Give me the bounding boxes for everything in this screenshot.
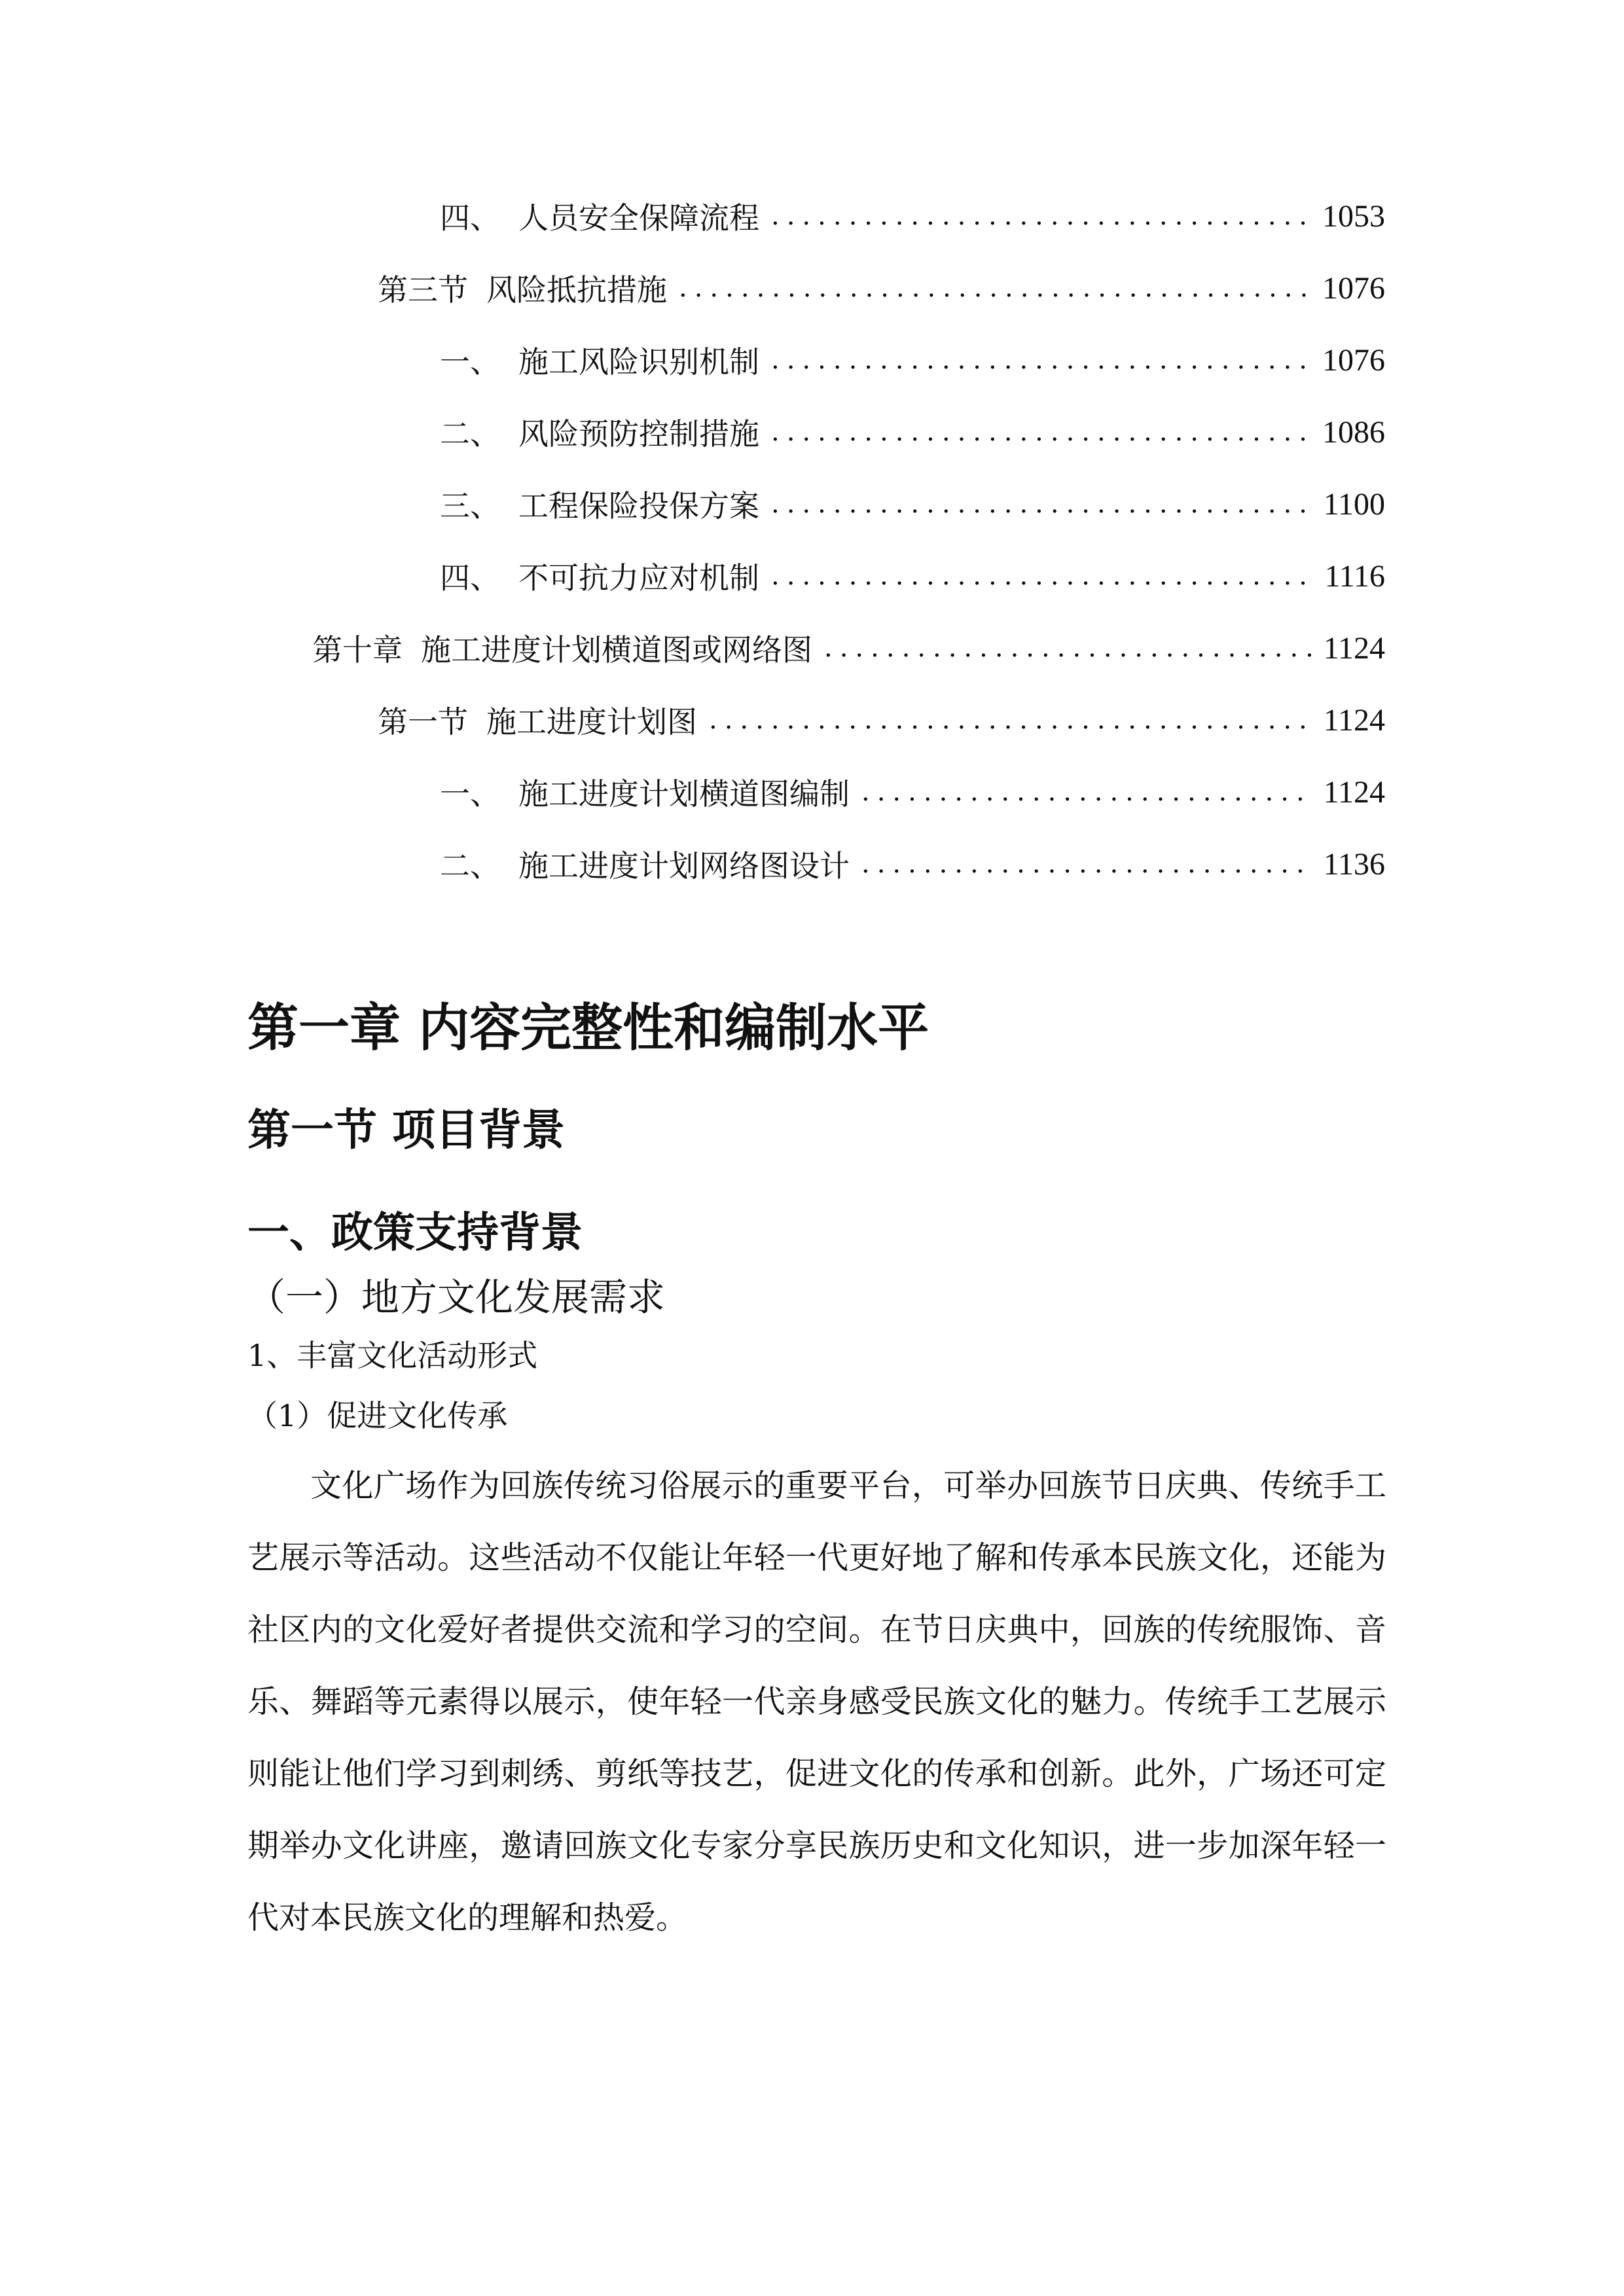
section-title: 第一节 项目背景 bbox=[247, 1104, 565, 1155]
toc-leader-dots bbox=[861, 849, 1312, 879]
toc-leader-dots bbox=[771, 345, 1310, 375]
chapter-title: 第一章 内容完整性和编制水平 bbox=[247, 998, 929, 1058]
toc-entry-number: 第三节 bbox=[378, 272, 468, 308]
toc-leader-dots bbox=[771, 561, 1313, 591]
toc-entry-number: 第一节 bbox=[378, 704, 468, 740]
toc-entry-number: 二、 bbox=[440, 416, 500, 452]
toc-entry-number: 一、 bbox=[440, 344, 500, 380]
toc-entry-page: 1124 bbox=[1323, 630, 1385, 666]
toc-entry-title: 施工进度计划横道图编制 bbox=[518, 776, 850, 812]
toc-entry[interactable] bbox=[440, 553, 1385, 599]
toc-leader-dots bbox=[771, 417, 1310, 447]
toc-entry-title: 风险抵抗措施 bbox=[486, 272, 667, 308]
toc-leader-dots bbox=[771, 201, 1310, 231]
numbered-heading: 1、丰富文化活动形式 bbox=[247, 1338, 538, 1373]
toc-entry-title: 施工进度计划图 bbox=[486, 704, 697, 740]
paren-heading: （一）地方文化发展需求 bbox=[247, 1275, 666, 1319]
toc-entry-title: 人员安全保障流程 bbox=[518, 200, 759, 236]
toc-entry-title: 不可抗力应对机制 bbox=[518, 560, 759, 596]
toc-entry-page: 1100 bbox=[1323, 486, 1385, 522]
toc-leader-dots bbox=[861, 777, 1312, 807]
toc-entry[interactable] bbox=[378, 697, 1385, 743]
toc-entry[interactable] bbox=[440, 769, 1385, 815]
toc-entry-page: 1076 bbox=[1322, 270, 1385, 306]
toc-entry-number: 四、 bbox=[440, 560, 500, 596]
toc-leader-dots bbox=[679, 273, 1310, 303]
toc-leader-dots bbox=[709, 705, 1312, 735]
body-paragraph: 文化广场作为回族传统习俗展示的重要平台，可举办回族节日庆典、传统手工艺展示等活动。这些活动不仅能让年轻一代更好地了解和传承本民族文化，还能为社区内的文化爱好者提供交流和学习的空间。在节日庆典中，回族的传统服饰、音乐、舞蹈等元素得以展示，使年轻一代亲身感受民族文化的魅力。传统手工艺展示则能让他们学习到刺绣、剪纸等技艺，促进文化的传承和创新。此外，广场还可定期举办文化讲座，邀请回族文化专家分享民族历史和文化知识，进一步加深年轻一代对本民族文化的理解和热爱。 bbox=[247, 1467, 1386, 1936]
toc-entry-number: 第十章 bbox=[312, 632, 403, 668]
sub-numbered-heading: （1）促进文化传承 bbox=[247, 1398, 508, 1433]
toc-entry-title: 施工进度计划横道图或网络图 bbox=[421, 632, 812, 668]
toc-entry-number: 一、 bbox=[440, 776, 500, 812]
toc-entry[interactable] bbox=[440, 409, 1385, 455]
toc-entry-title: 施工风险识别机制 bbox=[518, 344, 759, 380]
toc-entry-page: 1116 bbox=[1324, 558, 1385, 594]
toc-entry-page: 1076 bbox=[1322, 342, 1385, 378]
toc-entry-page: 1136 bbox=[1323, 846, 1385, 882]
toc-entry-number: 三、 bbox=[440, 488, 500, 524]
toc-leader-dots bbox=[771, 489, 1312, 519]
toc-entry-page: 1124 bbox=[1323, 774, 1385, 810]
toc-entry-number: 二、 bbox=[440, 848, 500, 884]
toc-entry[interactable] bbox=[378, 265, 1385, 311]
toc-entry-page: 1086 bbox=[1322, 414, 1385, 450]
toc-entry[interactable] bbox=[312, 625, 1385, 671]
toc-entry[interactable] bbox=[440, 841, 1385, 887]
toc-entry-title: 工程保险投保方案 bbox=[518, 488, 759, 524]
subsection-title: 一、政策支持背景 bbox=[247, 1208, 583, 1257]
toc-leader-dots bbox=[824, 633, 1312, 663]
toc-entry-title: 施工进度计划网络图设计 bbox=[518, 848, 850, 884]
toc-entry-number: 四、 bbox=[440, 200, 500, 236]
toc-entry[interactable] bbox=[440, 337, 1385, 383]
toc-entry-page: 1053 bbox=[1322, 198, 1385, 234]
toc-entry[interactable] bbox=[440, 481, 1385, 527]
toc-entry[interactable] bbox=[440, 193, 1385, 239]
toc-entry-title: 风险预防控制措施 bbox=[518, 416, 759, 452]
toc-entry-page: 1124 bbox=[1323, 702, 1385, 738]
